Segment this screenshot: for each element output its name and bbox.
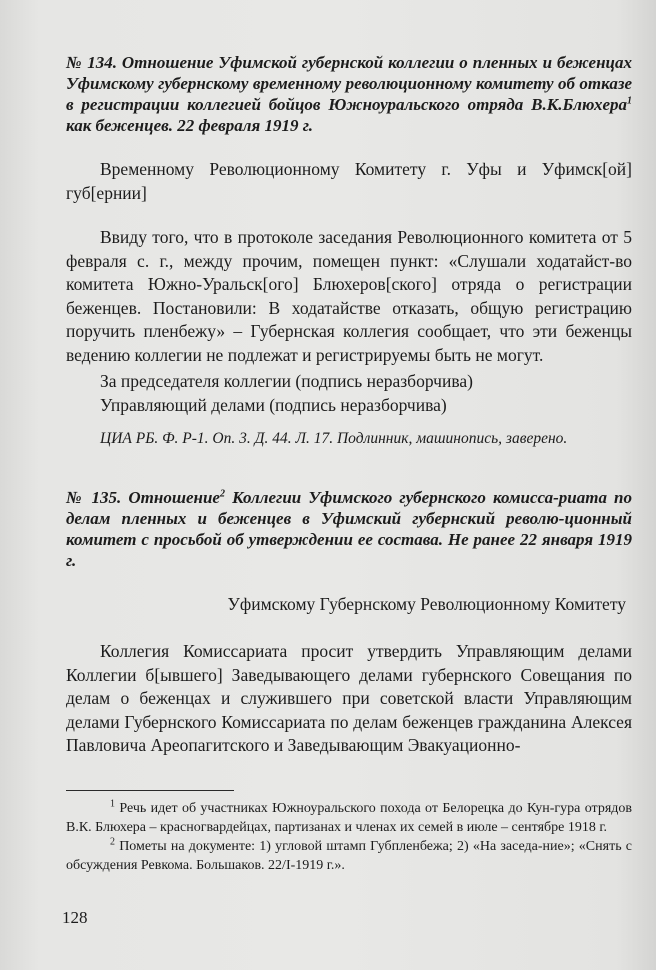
signature-manager: Управляющий делами (подпись неразборчива) <box>100 394 447 415</box>
footnote-1: $^1$ Речь идет об участниках Южноуральского похода от Белорецка до Кун-гура отрядов В.К. Блюхера – красногвардейцах, партизанах и членах их семей в июле – сентябре 1918 г. <box>66 798 632 835</box>
footnotes <box>66 799 632 875</box>
footnote-ref-1[interactable]: 1 <box>627 95 632 107</box>
signature-chairman: За председателя коллегии (подпись неразборчива) <box>100 371 473 391</box>
document-134 <box>66 52 632 136</box>
archive-reference-134: ЦИА РБ. Ф. Р-1. Оп. 3. Д. 44. Л. 17. Подлинник, машинопись, заверено. <box>100 430 568 447</box>
footnote-divider <box>66 790 234 791</box>
footnote-2: $^2$ Пометы на документе: 1) угловой штамп Губпленбежа; 2) «На заседа-ние»; «Снять с обсуждения Ревкома. Большаков. 22/I-1919 г.». <box>66 836 632 873</box>
document-135-heading: № 135. Отношение$^2$ Коллегии Уфимского губернского комисса-риата по делам пленных и беженцев в Уфимский губернский револю-ционный комитет с просьбой об утверждении ее состава. Не ранее 22 января 1919 г. <box>66 488 633 570</box>
document-135 <box>66 487 632 571</box>
document-134-body: Ввиду того, что в протоколе заседания Революционного комитета от 5 февраля с. г., между прочим, помещен пункт: «Слушали ходатайст-во комитета Южно-Уральск[ого] Блюхеров[ского] отряда о регистрации беженцев. Постановили: В ходатайстве отказать, общую регистрацию поручить пленбежу» – Губернская коллегия сообщает, что эти беженцы ведению коллегии не подлежат и регистрируемы быть не могут. <box>66 227 632 365</box>
document-135-body: Коллегия Комиссариата просит утвердить Управляющим делами Коллегии б[ывшего] Заведывающего делами губернского Совещания по делам о беженцах и служившего при советской власти Управляющим делами Губернского Комиссариата по делам беженцев гражданина Алексея Павловича Ареопагитского и Заведывающим Эвакуационно- <box>66 641 632 755</box>
document-135-addressee: Уфимскому Губернскому Революционному Комитету <box>227 594 626 614</box>
document-134-addressee: Временному Революционному Комитету г. Уфы и Уфимск[ой] губ[ернии] <box>66 159 632 203</box>
document-134-heading: № 134. Отношение Уфимской губернской коллегии о пленных и беженцах Уфимскому губернскому временному революционному комитету об отказе в регистрации коллегией бойцов Южноуральского отряда В.К.Блюхера$^1$ как беженцев. 22 февраля 1919 г. <box>66 53 632 135</box>
footnote-ref-2[interactable]: 2 <box>219 488 225 500</box>
page-number: 128 <box>62 908 88 927</box>
